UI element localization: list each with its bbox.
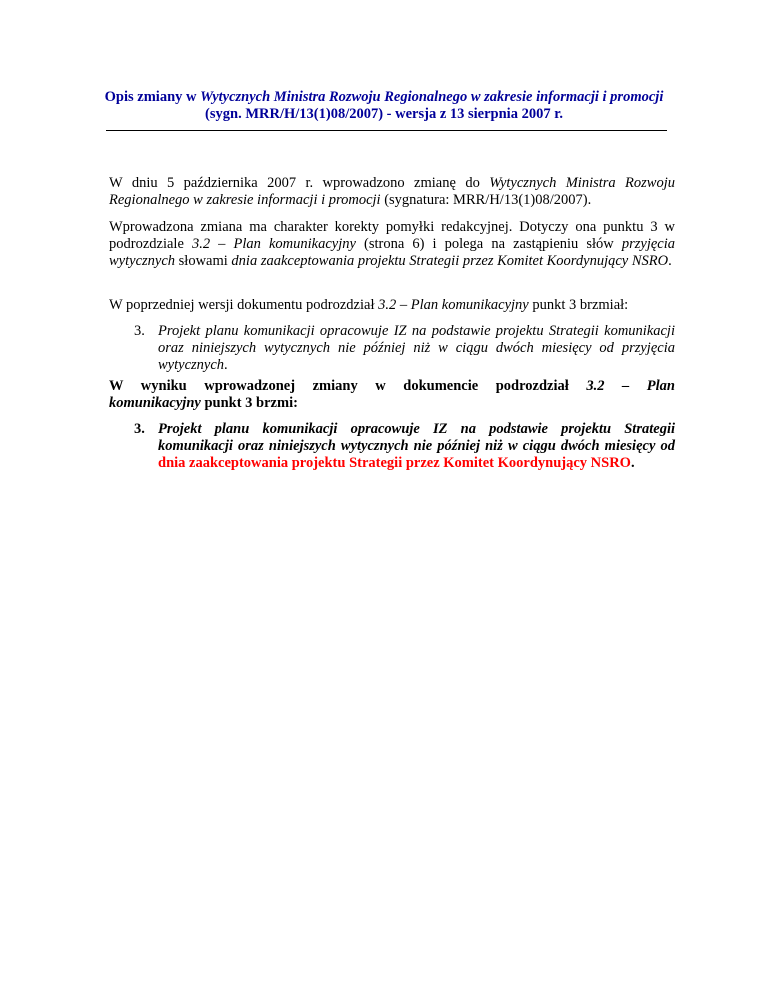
title-suffix: (sygn. MRR/H/13(1)08/2007) - wersja z 13 sierpnia 2007 r. — [205, 106, 563, 122]
new-point-end: . — [630, 455, 635, 471]
p1-text-c: (sygnatura: MRR/H/13(1)08/2007). — [380, 192, 592, 208]
p2-text-g: . — [668, 253, 672, 269]
p2-text-c: (strona 6) i polega na zastąpieniu słów — [355, 236, 622, 252]
p3-section-ref: 3.2 – Plan komunikacyjny — [378, 297, 529, 313]
p4-section-ref-cont: komunikacyjny — [109, 395, 201, 411]
p2-text-a: Wprowadzona zmiana ma charakter korekty pomyłki redakcyjnej. Dotyczy ona punktu 3 w podrozdziale — [109, 219, 675, 252]
old-point-number: 3. — [134, 323, 145, 339]
document-title — [100, 89, 668, 123]
paragraph-change-date — [109, 175, 675, 209]
p2-section-ref: 3.2 – Plan komunikacyjny — [191, 236, 356, 252]
p1-text-a: W dniu 5 października 2007 r. wprowadzono zmianę do — [109, 175, 490, 191]
p2-text-e: słowami — [175, 253, 232, 269]
p3-text-c: punkt 3 brzmiał: — [528, 297, 629, 313]
paragraph-new-version-line2 — [109, 395, 675, 412]
title-guidelines-name: Wytycznych Ministra Rozwoju Regionalnego w zakresie informacji i promocji — [200, 89, 664, 105]
p3-text-a: W poprzedniej wersji dokumentu podrozdział — [109, 297, 379, 313]
paragraph-previous-version — [109, 297, 675, 314]
p1-guidelines-name: Wytycznych Ministra Rozwoju Regionalnego w zakresie informacji i promocji — [109, 175, 676, 208]
p4-text-a: W wyniku wprowadzonej zmiany w dokumencie podrozdział — [109, 378, 587, 394]
p2-old-words: przyjęcia wytycznych — [109, 236, 676, 269]
new-point-highlight: dnia zaakceptowania projektu Strategii przez Komitet Koordynujący NSRO — [158, 455, 631, 471]
p4-section-ref: 3.2 – Plan — [586, 378, 675, 394]
paragraph-new-version-line1 — [109, 378, 675, 395]
old-point-end: . — [224, 357, 228, 373]
new-point-text: Projekt planu komunikacji opracowuje IZ na podstawie projektu Strategii komunikacji oraz niniejszych wytycznych nie później niż w ciągu dwóch miesięcy od — [158, 421, 675, 454]
old-point-text: Projekt planu komunikacji opracowuje IZ na podstawie projektu Strategii komunikacji oraz niniejszych wytycznych nie później niż w ciągu dwóch miesięcy od przyjęcia wytycznych — [158, 323, 675, 373]
old-point-3 — [134, 323, 675, 374]
title-divider — [106, 130, 667, 131]
title-prefix: Opis zmiany w — [104, 89, 201, 105]
new-point-number: 3. — [134, 421, 145, 437]
p2-new-words: dnia zaakceptowania projektu Strategii przez Komitet Koordynujący NSRO — [231, 253, 669, 269]
p4-text-d: punkt 3 brzmi: — [200, 395, 298, 411]
paragraph-change-description — [109, 219, 675, 270]
new-point-3 — [134, 421, 675, 472]
